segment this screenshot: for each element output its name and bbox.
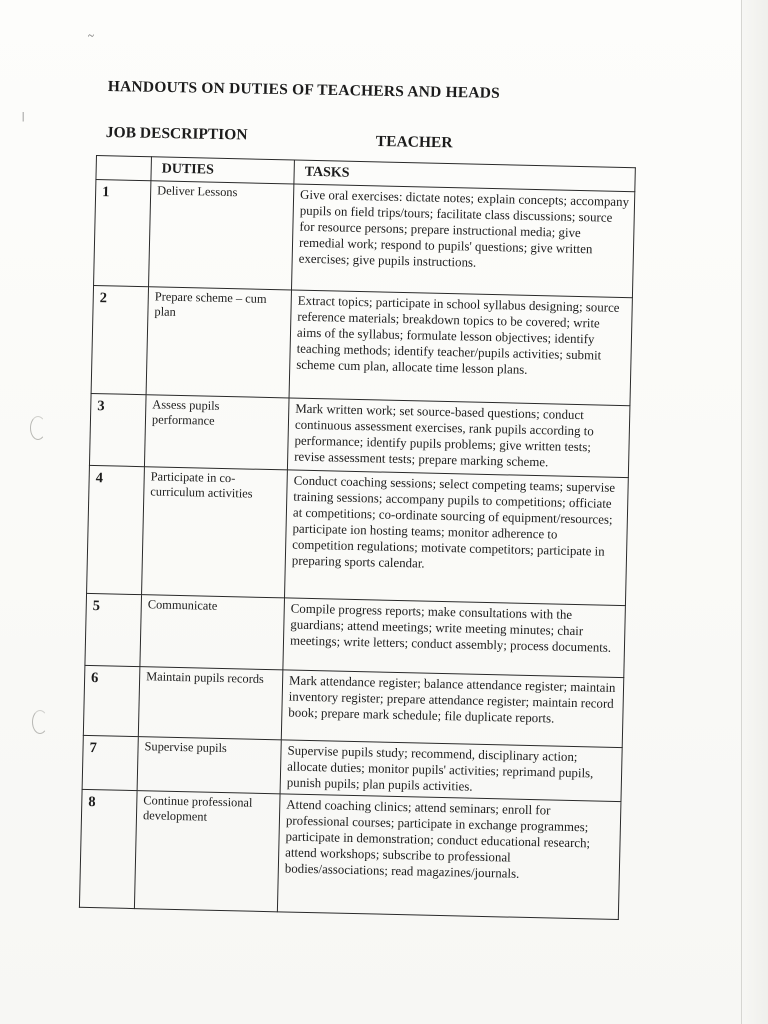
row-number: 1: [94, 179, 151, 286]
table-row: [85, 593, 625, 677]
duty-cell: Prepare scheme – cum plan: [146, 286, 291, 397]
tasks-cell: Compile progress reports; make consultations with the guardians; attend meetings; write meeting minutes; chair meetings; write letters; conduct assembly; process documents.: [283, 597, 626, 677]
tasks-cell: Mark written work; set source-based questions; conduct continuous assessment exercises, rank pupils according to performance; identify pupils problems; give written tests; revise assessment tests; prepare marking scheme.: [287, 397, 630, 477]
tasks-cell: Supervise pupils study; recommend, disciplinary action; allocate duties; monitor pupils' activities; reprimand pupils, punish pupils; plan pupils activities.: [280, 739, 622, 801]
table-row: [83, 665, 623, 747]
duties-table: [79, 155, 636, 920]
duty-cell: Deliver Lessons: [149, 180, 294, 289]
duties-table-wrapper: [79, 155, 636, 920]
tasks-cell: Conduct coaching sessions; select competing teams; supervise training sessions; accompany pupils to competitions; officiate at competitions; co-ordinate sourcing of equipment/resources; participate ion hosting teams; monitor adherence to competition regulations; motivate competitors; participate in preparing sports calendar.: [285, 469, 629, 605]
row-number: 6: [83, 665, 140, 736]
punch-hole: [32, 710, 48, 734]
table-row: [79, 789, 621, 919]
row-number: 5: [85, 593, 142, 666]
duty-cell: Supervise pupils: [137, 736, 281, 793]
duty-cell: Maintain pupils records: [138, 666, 283, 739]
row-number: 7: [82, 735, 138, 790]
row-number: 2: [91, 285, 148, 394]
row-number: 4: [87, 465, 145, 594]
duty-cell: Continue professional development: [134, 790, 280, 911]
tasks-cell: Give oral exercises: dictate notes; explain concepts; accompany pupils on field trips/tours; facilitate class discussions; source for resource persons; prepare instructional media; give remedial work; respond to pupils' questions; give written exercises; give pupils instructions.: [291, 183, 634, 297]
duty-cell: Assess pupils performance: [144, 394, 289, 469]
duty-cell: Participate in co-curriculum activities: [142, 466, 288, 597]
row-number: 8: [79, 789, 137, 908]
number-column-header: [96, 156, 152, 181]
table-row: [91, 285, 632, 405]
table-row: [89, 393, 629, 477]
table-row: [94, 179, 635, 297]
page-edge: [741, 0, 768, 1024]
tasks-cell: Attend coaching clinics; attend seminars; enroll for professional courses; participate in exchange programmes; participate in demonstration; conduct educational research; attend workshops; subscribe to professional bodies/associations; read magazines/journals.: [277, 793, 621, 919]
duty-cell: Communicate: [140, 594, 285, 669]
scan-mark: ~: [88, 30, 94, 42]
tasks-column-header: TASKS: [294, 160, 635, 191]
table-row: [87, 465, 629, 605]
tasks-cell: Mark attendance register; balance attendance register; maintain inventory register; prepare attendance register; maintain record book; prepare mark schedule; file duplicate reports.: [281, 669, 624, 747]
duties-column-header: DUTIES: [151, 157, 294, 184]
role-heading: TEACHER: [375, 133, 453, 152]
tasks-cell: Extract topics; participate in school syllabus designing; source reference materials; breakdown topics to be covered; write aims of the syllabus; formulate lesson objectives; identify teaching methods; identify teacher/pupils activities; submit scheme cum plan, allocate time lesson plans.: [289, 289, 632, 405]
document-title: HANDOUTS ON DUTIES OF TEACHERS AND HEADS: [107, 78, 501, 102]
job-description-heading: JOB DESCRIPTION: [105, 124, 248, 144]
punch-hole: [30, 416, 46, 440]
scan-mark: |: [22, 110, 25, 122]
row-number: 3: [89, 393, 146, 466]
